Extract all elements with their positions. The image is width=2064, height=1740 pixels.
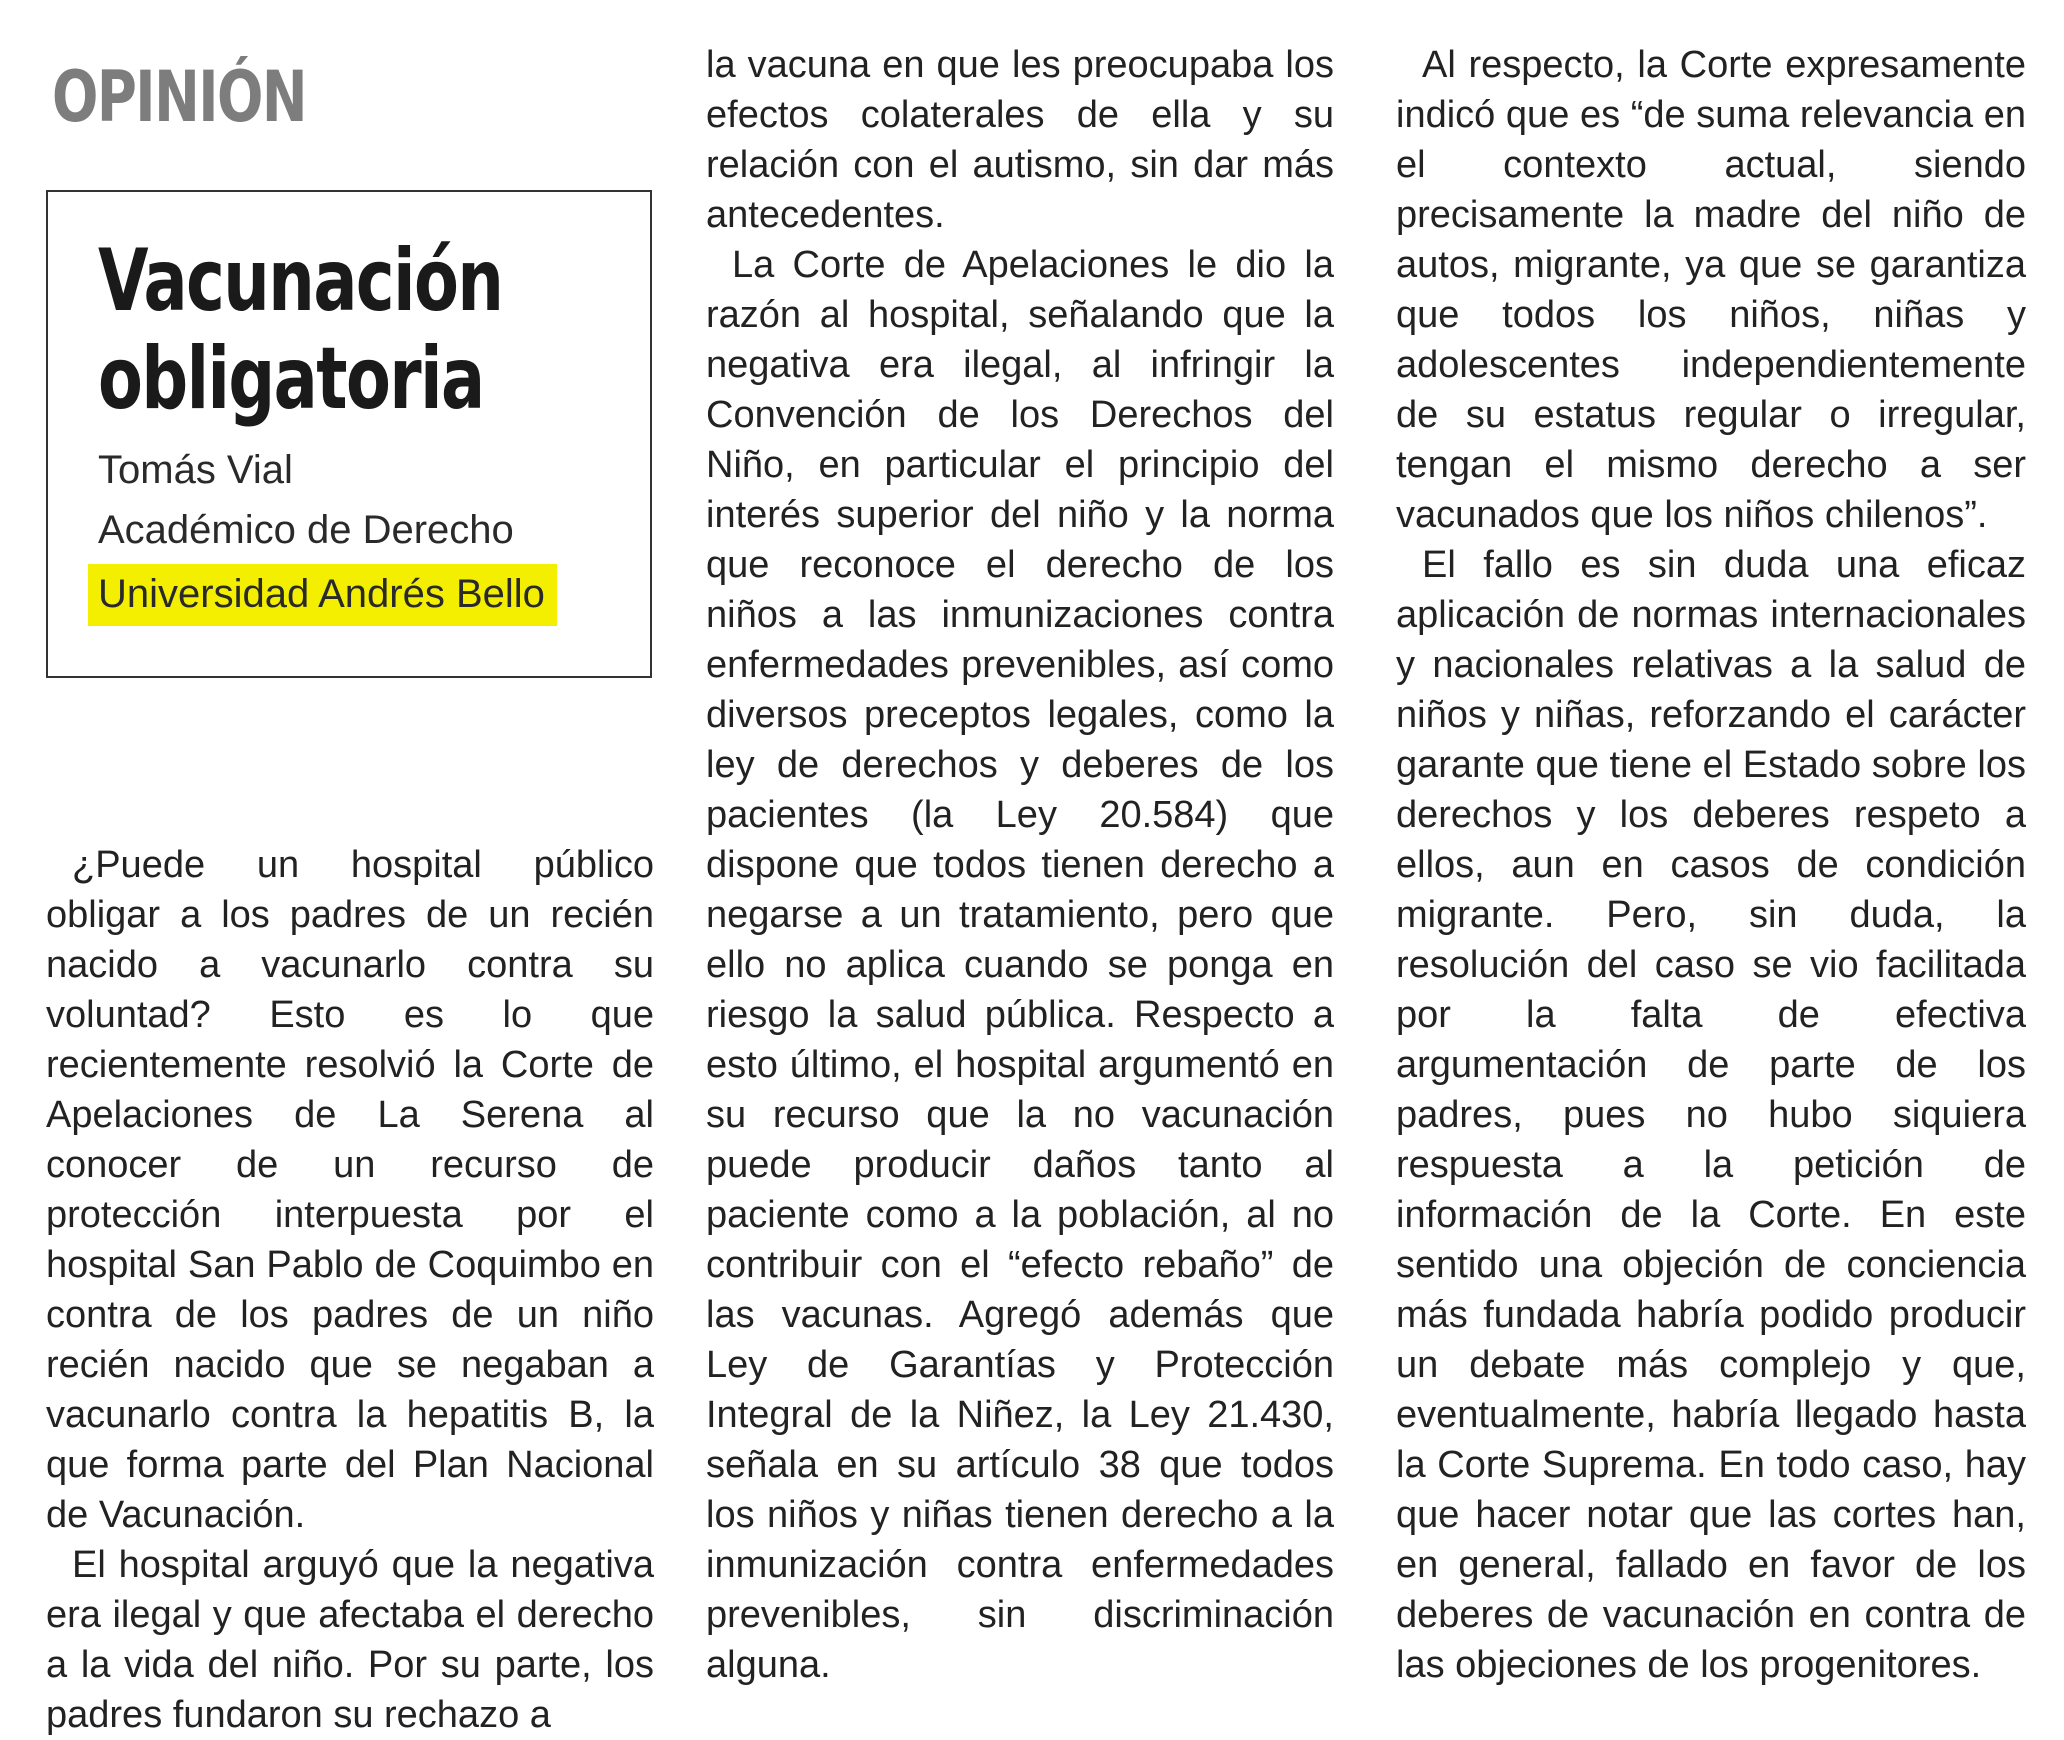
article-headline <box>98 232 502 428</box>
headline-line-1: Vacunación <box>98 231 503 331</box>
paragraph: la vacuna en que les preocupaba los efectos colaterales de ella y su relación con el autismo, sin dar más antecedentes. <box>706 44 1334 236</box>
article-column-3 <box>1396 40 2026 1690</box>
paragraph: El fallo es sin duda una eficaz aplicación de normas internacionales y nacionales relativas a la salud de niños y niñas, reforzando el carácter garante que tiene el Estado sobre los derechos y los deberes respeto a ellos, aun en casos de condición migrante. Pero, sin duda, la resolución del caso se vio facilitada por la falta de efectiva argumentación de parte de los padres, pues no hubo siquiera respuesta a la petición de información de la Corte. En este sentido una objeción de conciencia más fundada habría podido producir un debate más complejo y que, eventualmente, habría llegado hasta la Corte Suprema. En todo caso, hay que hacer notar que las cortes han, en general, fallado en favor de los deberes de vacunación en contra de las objeciones de los progenitores. <box>1396 544 2026 1686</box>
paragraph: ¿Puede un hospital público obligar a los padres de un recién nacido a vacunarlo contra su voluntad? Esto es lo que recientemente resolvió la Corte de Apelaciones de La Serena al conocer de un recurso de protección interpuesta por el hospital San Pablo de Coquimbo en contra de los padres de un niño recién nacido que se negaban a vacunarlo contra la hepatitis B, la que forma parte del Plan Nacional de Vacunación. <box>46 844 654 1536</box>
author-name: Tomás Vial <box>98 448 293 492</box>
headline-box <box>46 190 652 678</box>
paragraph: La Corte de Apelaciones le dio la razón al hospital, señalando que la negativa era ilegal, al infringir la Convención de los Derechos del Niño, en particular el principio del interés superior del niño y la norma que reconoce el derecho de los niños a las inmunizaciones contra enfermedades prevenibles, así como diversos preceptos legales, como la ley de derechos y deberes de los pacientes (la Ley 20.584) que dispone que todos tienen derecho a negarse a un tratamiento, pero que ello no aplica cuando se ponga en riesgo la salud pública. Respecto a esto último, el hospital argumentó en su recurso que la no vacunación puede producir daños tanto al paciente como a la población, al no contribuir con el “efecto rebaño” de las vacunas. Agregó además que Ley de Garantías y Protección Integral de la Niñez, la Ley 21.430, señala en su artículo 38 que todos los niños y niñas tienen derecho a la inmunización contra enfermedades prevenibles, sin discriminación alguna. <box>706 244 1334 1686</box>
paragraph: El hospital arguyó que la negativa era ilegal y que afectaba el derecho a la vida del niño. Por su parte, los padres fundaron su rechazo a <box>46 1544 654 1736</box>
article-column-1 <box>46 840 654 1740</box>
article-column-2 <box>706 40 1334 1690</box>
paragraph: Al respecto, la Corte expresamente indicó que es “de suma relevancia en el contexto actual, siendo precisamente la madre del niño de autos, migrante, ya que se garantiza que todos los niños, niñas y adolescentes independientemente de su estatus regular o irregular, tengan el mismo derecho a ser vacunados que los niños chilenos”. <box>1396 44 2026 536</box>
author-institution: Universidad Andrés Bello <box>88 564 557 626</box>
headline-line-2: obligatoria <box>98 329 484 429</box>
author-role: Académico de Derecho <box>98 508 514 552</box>
section-label: OPINIÓN <box>52 56 306 138</box>
